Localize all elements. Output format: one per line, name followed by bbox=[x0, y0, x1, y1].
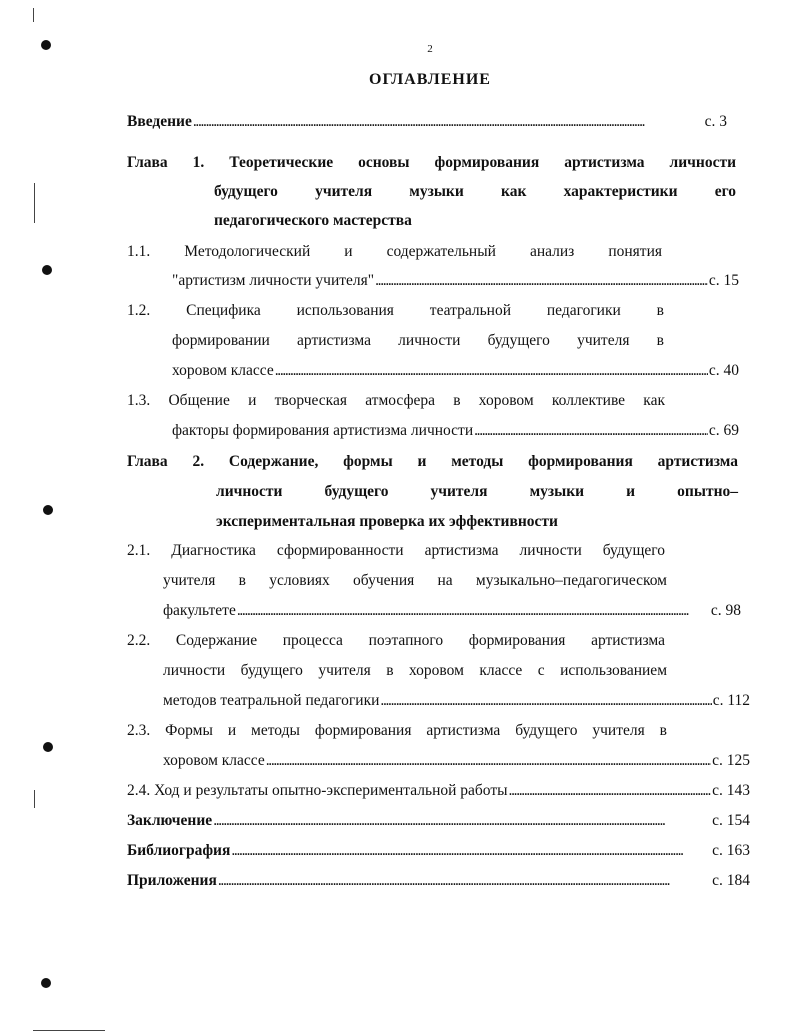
toc-line: методов театральной педагогики bbox=[163, 692, 380, 709]
leader-dots bbox=[509, 781, 712, 801]
leader-dots bbox=[375, 271, 708, 291]
chapter-1-line1: Глава 1. Теоретические основы формирования артистизма личности bbox=[127, 154, 736, 171]
toc-line: учителя в условиях обучения на музыкально–педагогическом bbox=[163, 572, 667, 589]
toc-page: с. 15 bbox=[708, 272, 739, 289]
toc-page: с. 40 bbox=[708, 362, 739, 379]
toc-entry-2-1-cont bbox=[163, 571, 667, 591]
chapter-2-line2: личности будущего учителя музыки и опытно– bbox=[216, 483, 738, 500]
toc-page: с. 98 bbox=[710, 602, 741, 619]
scan-edge-line bbox=[33, 8, 34, 22]
toc-entry-2-3[interactable] bbox=[127, 721, 667, 741]
toc-entry-1-2[interactable] bbox=[127, 301, 664, 321]
chapter-1-line3: педагогического мастерства bbox=[214, 212, 412, 229]
toc-entry-2-2-cont bbox=[163, 661, 667, 681]
scan-edge-line bbox=[33, 1030, 105, 1031]
leader-dots bbox=[237, 601, 710, 621]
leader-dots bbox=[266, 751, 711, 771]
toc-page: с. 125 bbox=[712, 752, 750, 769]
toc-page: с. 154 bbox=[712, 812, 750, 829]
toc-entry-2-1-cont bbox=[163, 601, 741, 621]
chapter-1-line2: будущего учителя музыки как характеристики его bbox=[214, 183, 736, 200]
toc-line: 1.3. Общение и творческая атмосфера в хоровом коллективе как bbox=[127, 392, 665, 409]
toc-line: 2.1. Диагностика сформированности артистизма личности будущего bbox=[127, 542, 665, 559]
punch-hole bbox=[42, 265, 52, 275]
toc-label: Библиография bbox=[127, 842, 231, 859]
toc-entry-1-3-cont bbox=[172, 421, 739, 441]
toc-entry-2-1[interactable] bbox=[127, 541, 665, 561]
toc-entry-conclusion[interactable] bbox=[127, 811, 750, 831]
toc-page: с. 163 bbox=[712, 842, 750, 859]
toc-entry-2-4[interactable] bbox=[127, 781, 750, 801]
toc-entry-intro[interactable] bbox=[127, 112, 727, 132]
toc-page: с. 3 bbox=[704, 113, 727, 130]
toc-entry-appendix[interactable] bbox=[127, 871, 750, 891]
page-number: 2 bbox=[427, 43, 433, 55]
toc-page: с. 143 bbox=[712, 782, 750, 799]
chapter-2-heading[interactable] bbox=[127, 452, 738, 472]
toc-line: 2.3. Формы и методы формирования артистизма будущего учителя в bbox=[127, 722, 667, 739]
toc-entry-bibliography[interactable] bbox=[127, 841, 750, 861]
toc-line: 1.1. Методологический и содержательный анализ понятия bbox=[127, 243, 662, 260]
page-title: ОГЛАВЛЕНИЕ bbox=[369, 71, 491, 88]
toc-entry-1-3[interactable] bbox=[127, 391, 665, 411]
leader-dots bbox=[213, 811, 711, 831]
punch-hole bbox=[43, 742, 53, 752]
toc-line: факторы формирования артистизма личности bbox=[172, 422, 474, 439]
scan-edge-line bbox=[34, 790, 35, 808]
toc-entry-1-2-cont bbox=[172, 331, 664, 351]
toc-label: Приложения bbox=[127, 872, 217, 889]
toc-entry-2-3-cont bbox=[163, 751, 750, 771]
toc-line: факультете bbox=[163, 602, 236, 619]
toc-page: с. 112 bbox=[712, 692, 750, 709]
chapter-2-line3: экспериментальная проверка их эффективности bbox=[216, 513, 558, 530]
toc-page: с. 184 bbox=[712, 872, 750, 889]
leader-dots bbox=[193, 112, 704, 132]
toc-entry-1-1[interactable] bbox=[127, 242, 662, 262]
leader-dots bbox=[474, 421, 708, 441]
toc-line: личности будущего учителя в хоровом классе с использованием bbox=[163, 662, 667, 679]
toc-line: формировании артистизма личности будущего учителя в bbox=[172, 332, 664, 349]
toc-line: "артистизм личности учителя" bbox=[172, 272, 375, 289]
toc-line: 2.2. Содержание процесса поэтапного формирования артистизма bbox=[127, 632, 665, 649]
leader-dots bbox=[275, 361, 708, 381]
toc-line: хоровом классе bbox=[163, 752, 265, 769]
chapter-2-heading-cont bbox=[216, 512, 558, 532]
chapter-1-heading[interactable] bbox=[127, 153, 736, 173]
chapter-2-line1: Глава 2. Содержание, формы и методы формирования артистизма bbox=[127, 453, 738, 470]
toc-entry-1-1-cont bbox=[172, 271, 739, 291]
chapter-1-heading-cont bbox=[214, 211, 412, 231]
punch-hole bbox=[43, 505, 53, 515]
toc-label: Введение bbox=[127, 113, 192, 130]
toc-line: 2.4. Ход и результаты опытно-экспериментальной работы bbox=[127, 782, 508, 799]
toc-label: Заключение bbox=[127, 812, 213, 829]
toc-page: с. 69 bbox=[708, 422, 739, 439]
leader-dots bbox=[218, 871, 711, 891]
chapter-1-heading-cont bbox=[214, 182, 736, 202]
toc-line: 1.2. Специфика использования театральной педагогики в bbox=[127, 302, 664, 319]
toc-entry-2-2[interactable] bbox=[127, 631, 665, 651]
punch-hole bbox=[41, 978, 51, 988]
leader-dots bbox=[380, 691, 711, 711]
scan-edge-line bbox=[34, 183, 35, 223]
toc-entry-2-2-cont bbox=[163, 691, 750, 711]
toc-entry-1-2-cont bbox=[172, 361, 739, 381]
chapter-2-heading-cont bbox=[216, 482, 738, 502]
leader-dots bbox=[231, 841, 711, 861]
toc-line: хоровом классе bbox=[172, 362, 274, 379]
